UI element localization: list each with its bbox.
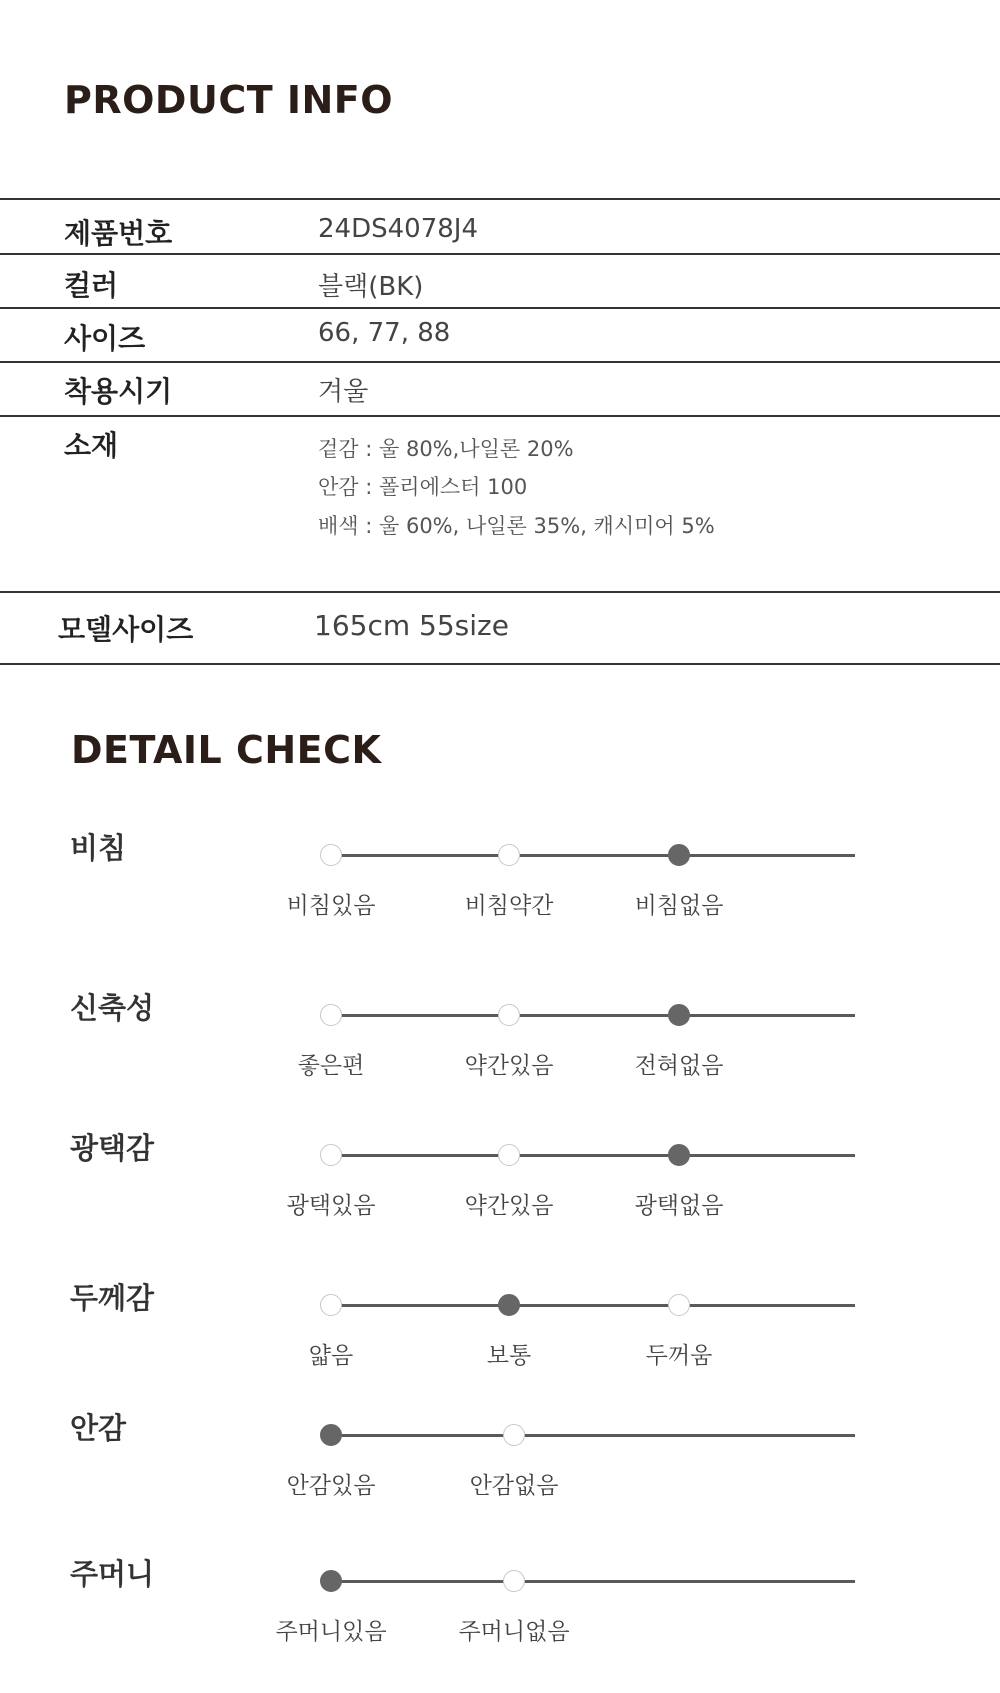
row-value: 165cm 55size bbox=[314, 609, 509, 642]
option-dot bbox=[503, 1424, 525, 1446]
option-label: 보통 bbox=[486, 1343, 532, 1369]
option-label: 안감있음 bbox=[286, 1473, 376, 1499]
scale-track bbox=[330, 1014, 855, 1017]
scale-track bbox=[330, 1304, 855, 1307]
detail-label: 광택감 bbox=[70, 1131, 155, 1165]
selected-dot bbox=[498, 1294, 520, 1316]
option-dot bbox=[320, 1144, 342, 1166]
option-label: 좋은편 bbox=[297, 1053, 365, 1079]
option-dot bbox=[498, 1004, 520, 1026]
detail-label: 안감 bbox=[70, 1411, 127, 1445]
option-label: 주머니없음 bbox=[458, 1619, 570, 1645]
detail-label: 두께감 bbox=[70, 1281, 155, 1315]
row-value: 블랙(BK) bbox=[318, 272, 424, 302]
material-line: 겉감 : 울 80%,나일론 20% bbox=[318, 437, 574, 461]
option-dot bbox=[498, 1144, 520, 1166]
option-dot bbox=[320, 1004, 342, 1026]
row-label: 사이즈 bbox=[64, 322, 146, 355]
row-label: 모델사이즈 bbox=[58, 613, 194, 646]
selected-dot bbox=[668, 1144, 690, 1166]
option-label: 광택있음 bbox=[286, 1193, 376, 1219]
scale-track bbox=[330, 1580, 855, 1583]
row-value: 겨울 bbox=[318, 377, 369, 407]
option-dot bbox=[498, 844, 520, 866]
option-label: 얇음 bbox=[308, 1343, 354, 1369]
detail-check-title: DETAIL CHECK bbox=[71, 728, 382, 772]
option-label: 비침있음 bbox=[286, 893, 376, 919]
option-label: 광택없음 bbox=[634, 1193, 724, 1219]
option-label: 두꺼움 bbox=[645, 1343, 713, 1369]
row-value: 66, 77, 88 bbox=[318, 318, 451, 348]
option-label: 비침약간 bbox=[464, 893, 554, 919]
detail-label: 신축성 bbox=[70, 991, 155, 1025]
option-label: 비침없음 bbox=[634, 893, 724, 919]
row-label: 제품번호 bbox=[64, 217, 173, 250]
table-divider bbox=[0, 198, 1000, 200]
detail-label: 주머니 bbox=[70, 1557, 155, 1591]
option-dot bbox=[668, 1294, 690, 1316]
option-dot bbox=[320, 844, 342, 866]
option-label: 약간있음 bbox=[464, 1193, 554, 1219]
detail-label: 비침 bbox=[70, 831, 127, 865]
row-label: 착용시기 bbox=[64, 375, 173, 408]
table-divider bbox=[0, 415, 1000, 417]
scale-track bbox=[330, 1434, 855, 1437]
table-divider bbox=[0, 591, 1000, 593]
table-divider bbox=[0, 253, 1000, 255]
selected-dot bbox=[320, 1570, 342, 1592]
scale-track bbox=[330, 854, 855, 857]
material-line: 배색 : 울 60%, 나일론 35%, 캐시미어 5% bbox=[318, 514, 715, 538]
option-label: 주머니있음 bbox=[275, 1619, 387, 1645]
option-dot bbox=[503, 1570, 525, 1592]
row-label: 컬러 bbox=[64, 269, 119, 302]
product-info-title: PRODUCT INFO bbox=[64, 78, 394, 122]
selected-dot bbox=[668, 1004, 690, 1026]
option-label: 약간있음 bbox=[464, 1053, 554, 1079]
row-label: 소재 bbox=[64, 429, 119, 462]
option-dot bbox=[320, 1294, 342, 1316]
table-divider bbox=[0, 361, 1000, 363]
material-line: 안감 : 폴리에스터 100 bbox=[318, 475, 528, 499]
selected-dot bbox=[320, 1424, 342, 1446]
scale-track bbox=[330, 1154, 855, 1157]
table-divider bbox=[0, 663, 1000, 665]
option-label: 안감없음 bbox=[469, 1473, 559, 1499]
option-label: 전혀없음 bbox=[634, 1053, 724, 1079]
row-value: 24DS4078J4 bbox=[318, 214, 478, 244]
selected-dot bbox=[668, 844, 690, 866]
table-divider bbox=[0, 307, 1000, 309]
